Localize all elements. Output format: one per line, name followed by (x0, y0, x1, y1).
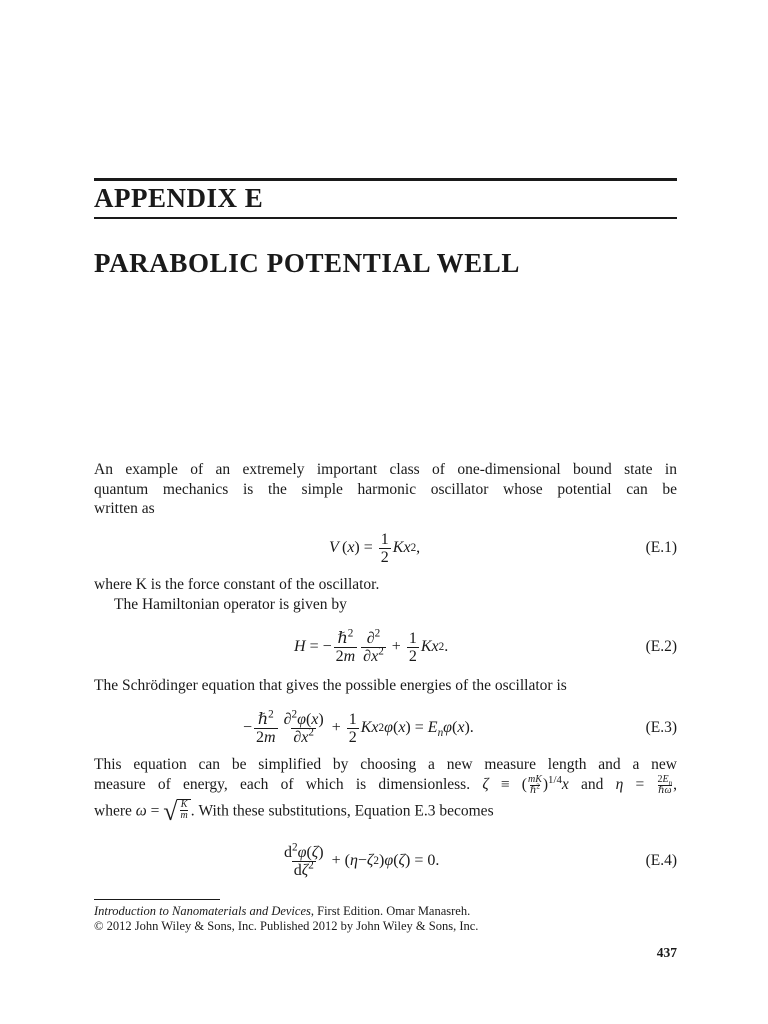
equation-e4-body: $\frac{d^2\varphi(\zeta)}{d\zeta^2}$ + ( η − ζ 2 ) φ ( ζ ) = 0. (284, 841, 440, 879)
simplify-line-2: measure of energy, each of which is dimensionless. ζ ≡ ( mK ℏ$^2$ )$^{1/4}$x and η = $2E_n$ ℏω , (94, 773, 677, 796)
intro-line: quantum mechanics is the simple harmonic oscillator whose potential can be (94, 480, 677, 498)
equation-e3 (94, 703, 677, 753)
equation-number: (E.2) (645, 638, 677, 655)
hamiltonian-paragraph (94, 595, 677, 615)
footnote-rule (94, 899, 220, 900)
equation-number: (E.1) (645, 539, 677, 556)
equation-e2-body: H = − $\frac{\hbar^2}{2m}$ $\frac{\partial^2}{\partial x^2}$ + $\frac{1}{2}$ Kx 2 . (294, 627, 449, 665)
equation-e2 (94, 622, 677, 672)
equation-e4 (94, 836, 677, 886)
hamiltonian-text: The Hamiltonian operator is given by (114, 596, 347, 613)
intro-line: An example of an extremely important class of one-dimensional bound state in (94, 461, 677, 478)
book-title: Introduction to Nanomaterials and Devices (94, 904, 311, 918)
simplify-paragraph (94, 755, 677, 825)
simplify-line-3: where ω = √ $\frac{K}{m}$ . With these substitutions, Equation E.3 becomes (94, 796, 494, 826)
simplify-line-3-text: . With these substitutions, Equation E.3 becomes (190, 802, 494, 820)
equation-e1 (94, 523, 677, 573)
edition-author: , First Edition. Omar Manasreh. (310, 904, 471, 918)
schrodinger-text: The Schrödinger equation that gives the possible energies of the oscillator is (94, 677, 567, 694)
equation-number: (E.4) (645, 852, 677, 869)
where-k-paragraph (94, 575, 677, 595)
simplify-line-2-text: measure of energy, each of which is dimensionless. (94, 775, 471, 793)
footnote-citation (94, 904, 470, 919)
equation-e1-body: V ( x ) = $\frac{1}{2}$ Kx 2 , (329, 530, 421, 566)
heading-rule (94, 217, 677, 219)
appendix-label: APPENDIX E (94, 183, 264, 213)
equation-number: (E.3) (645, 719, 677, 736)
chapter-title: PARABOLIC POTENTIAL WELL (94, 248, 520, 278)
simplify-line: This equation can be simplified by choosing a new measure length and a new (94, 756, 677, 773)
where-k-text: where K is the force constant of the oscillator. (94, 576, 380, 593)
equation-e3-body: − $\frac{\hbar^2}{2m}$ $\frac{\partial^2\varphi(x)}{\partial x^2}$ + $\frac{1}{2}$ Kx 2 φ ( x ) = $E_n\varphi$ ( x ). (243, 708, 474, 746)
footnote-copyright: © 2012 John Wiley & Sons, Inc. Published 2012 by John Wiley & Sons, Inc. (94, 919, 479, 933)
page-number: 437 (656, 945, 677, 960)
intro-line: written as (94, 500, 155, 517)
top-rule (94, 178, 677, 181)
schrodinger-paragraph (94, 676, 677, 696)
intro-paragraph (94, 460, 677, 519)
